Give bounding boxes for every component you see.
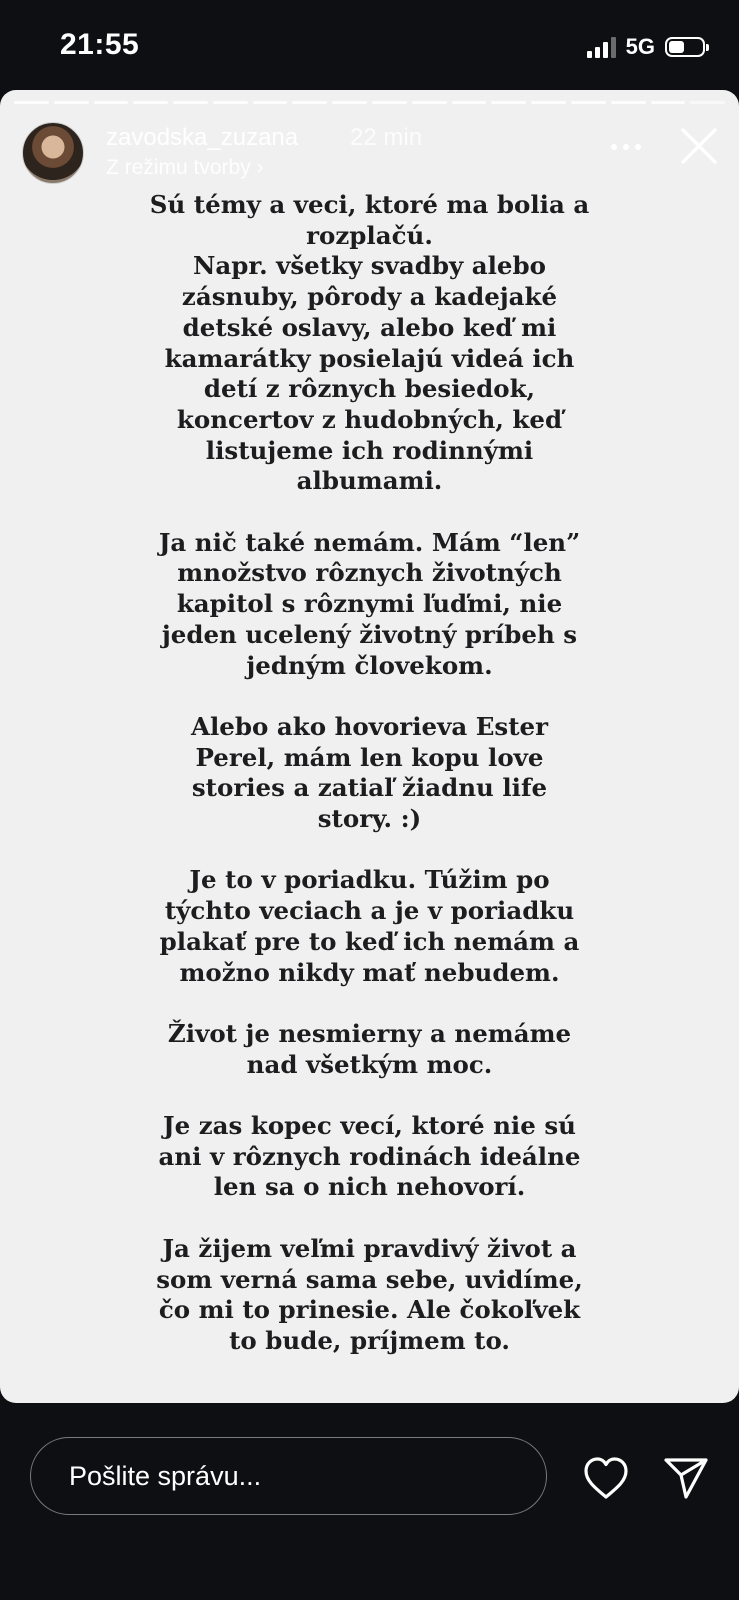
progress-segment bbox=[292, 101, 327, 104]
status-time: 21:55 bbox=[60, 28, 140, 61]
story-header bbox=[22, 122, 719, 186]
send-icon[interactable] bbox=[663, 1455, 709, 1501]
story-paragraph: Je to v poriadku. Túžim po týchto veciach a je v poriadku plakať pre to keď ich nemám a možno nikdy mať nebudem. bbox=[159, 865, 580, 987]
close-icon[interactable] bbox=[679, 126, 719, 166]
reply-bar bbox=[0, 1403, 739, 1600]
story-progress bbox=[14, 101, 725, 104]
progress-segment bbox=[94, 101, 129, 104]
progress-segment bbox=[372, 101, 407, 104]
signal-icon bbox=[587, 36, 616, 58]
progress-segment bbox=[133, 101, 168, 104]
story-text bbox=[0, 190, 739, 1357]
story-card[interactable] bbox=[0, 90, 739, 1403]
story-paragraph: Je zas kopec vecí, ktoré nie sú ani v rôznych rodinách ideálne len sa o nich nehovorí. bbox=[158, 1111, 581, 1202]
status-indicators bbox=[587, 30, 705, 64]
progress-segment bbox=[412, 101, 447, 104]
progress-segment bbox=[651, 101, 686, 104]
progress-segment bbox=[531, 101, 566, 104]
more-options-icon[interactable] bbox=[611, 144, 641, 150]
progress-segment bbox=[611, 101, 646, 104]
avatar[interactable] bbox=[22, 122, 84, 184]
progress-segment bbox=[690, 101, 725, 104]
heart-icon[interactable] bbox=[582, 1456, 630, 1500]
progress-segment bbox=[491, 101, 526, 104]
progress-segment bbox=[332, 101, 367, 104]
network-label: 5G bbox=[625, 34, 655, 59]
username[interactable]: zavodska_zuzana bbox=[106, 124, 299, 151]
progress-segment bbox=[54, 101, 89, 104]
progress-segment bbox=[571, 101, 606, 104]
status-bar bbox=[0, 0, 739, 90]
progress-segment bbox=[173, 101, 208, 104]
story-paragraph: Sú témy a veci, ktoré ma bolia a rozplačú. Napr. všetky svadby alebo zásnuby, pôrody a kadejaké detské oslavy, alebo keď mi kamarátky posielajú videá ich detí z rôznych besiedok, koncertov z hudobných, keď listujeme ich rodinnými albumami. bbox=[149, 190, 590, 496]
progress-segment bbox=[14, 101, 49, 104]
create-mode-link[interactable]: Z režimu tvorby › bbox=[106, 156, 264, 179]
story-paragraph: Alebo ako hovorieva Ester Perel, mám len kopu love stories a zatiaľ žiadnu life story. :) bbox=[190, 711, 549, 834]
story-paragraph: Ja žijem veľmi pravdivý život a som verná sama sebe, uvidíme, čo mi to prinesie. Ale čokoľvek to bude, príjmem to. bbox=[156, 1233, 583, 1355]
progress-segment bbox=[452, 101, 487, 104]
message-input[interactable] bbox=[30, 1437, 547, 1515]
story-paragraph: Ja nič také nemám. Mám “len” množstvo rôznych životných kapitol s rôznymi ľuďmi, nie jeden ucelený životný príbeh s jedným človekom. bbox=[158, 527, 581, 680]
story-paragraph: Život je nesmierny a nemáme nad všetkým moc. bbox=[167, 1018, 572, 1079]
progress-segment bbox=[253, 101, 288, 104]
progress-segment bbox=[213, 101, 248, 104]
battery-icon bbox=[665, 37, 705, 57]
post-time: 22 min bbox=[350, 124, 423, 151]
